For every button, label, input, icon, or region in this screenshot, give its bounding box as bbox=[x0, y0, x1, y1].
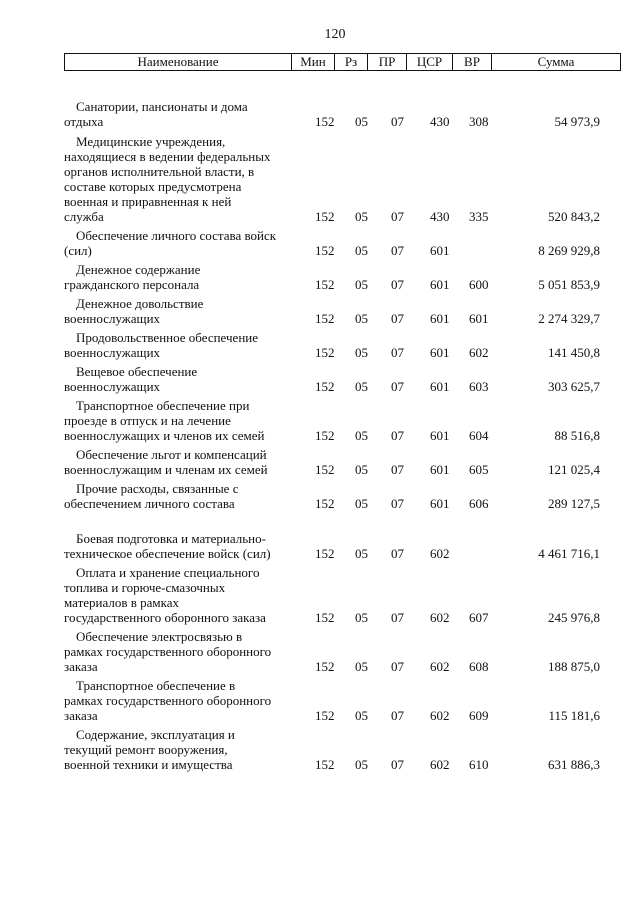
row-vr: 600 bbox=[469, 277, 489, 292]
row-rz: 05 bbox=[355, 345, 368, 360]
row-csr: 602 bbox=[430, 708, 450, 723]
row-pr: 07 bbox=[391, 345, 404, 360]
row-rz: 05 bbox=[355, 546, 368, 561]
table-row bbox=[0, 330, 640, 360]
row-min: 152 bbox=[315, 659, 335, 674]
row-rz: 05 bbox=[355, 277, 368, 292]
row-pr: 07 bbox=[391, 546, 404, 561]
row-sum: 8 269 929,8 bbox=[538, 243, 600, 258]
header-csr: ЦСР bbox=[406, 54, 452, 70]
row-rz: 05 bbox=[355, 462, 368, 477]
table-row bbox=[0, 262, 640, 292]
row-name: Денежное содержание гражданского персонала bbox=[64, 262, 201, 292]
row-csr: 601 bbox=[430, 379, 450, 394]
row-rz: 05 bbox=[355, 496, 368, 511]
header-min: Мин bbox=[291, 54, 334, 70]
row-name: Обеспечение электросвязью в рамках государственного оборонного заказа bbox=[64, 629, 272, 674]
row-csr: 430 bbox=[430, 209, 450, 224]
row-name: Медицинские учреждения, находящиеся в ведении федеральных органов исполнительной власти, в составе которых предусмотрена военная и приравненная к ней служба bbox=[64, 134, 271, 224]
row-pr: 07 bbox=[391, 610, 404, 625]
row-sum: 188 875,0 bbox=[548, 659, 600, 674]
row-sum: 303 625,7 bbox=[548, 379, 600, 394]
row-pr: 07 bbox=[391, 243, 404, 258]
row-vr: 603 bbox=[469, 379, 489, 394]
row-csr: 602 bbox=[430, 757, 450, 772]
row-pr: 07 bbox=[391, 311, 404, 326]
row-vr: 606 bbox=[469, 496, 489, 511]
row-rz: 05 bbox=[355, 757, 368, 772]
table-row bbox=[0, 228, 640, 258]
row-vr: 609 bbox=[469, 708, 489, 723]
row-rz: 05 bbox=[355, 659, 368, 674]
row-min: 152 bbox=[315, 311, 335, 326]
row-sum: 4 461 716,1 bbox=[538, 546, 600, 561]
row-csr: 601 bbox=[430, 277, 450, 292]
row-name: Прочие расходы, связанные с обеспечением личного состава bbox=[64, 481, 239, 511]
row-rz: 05 bbox=[355, 610, 368, 625]
row-min: 152 bbox=[315, 379, 335, 394]
row-name: Вещевое обеспечение военнослужащих bbox=[64, 364, 198, 394]
row-vr: 601 bbox=[469, 311, 489, 326]
row-min: 152 bbox=[315, 243, 335, 258]
table-row bbox=[0, 565, 640, 625]
row-rz: 05 bbox=[355, 243, 368, 258]
row-min: 152 bbox=[315, 345, 335, 360]
row-rz: 05 bbox=[355, 428, 368, 443]
row-min: 152 bbox=[315, 610, 335, 625]
row-name: Обеспечение личного состава войск (сил) bbox=[64, 228, 277, 258]
table-row bbox=[0, 447, 640, 477]
row-pr: 07 bbox=[391, 496, 404, 511]
row-vr: 602 bbox=[469, 345, 489, 360]
table-row bbox=[0, 727, 640, 772]
table-header bbox=[64, 53, 621, 71]
header-rz: Рз bbox=[334, 54, 367, 70]
header-pr: ПР bbox=[367, 54, 406, 70]
table-row bbox=[0, 678, 640, 723]
row-csr: 601 bbox=[430, 428, 450, 443]
table-row bbox=[0, 296, 640, 326]
row-pr: 07 bbox=[391, 462, 404, 477]
table-row bbox=[0, 481, 640, 511]
row-csr: 602 bbox=[430, 610, 450, 625]
row-pr: 07 bbox=[391, 114, 404, 129]
row-name: Денежное довольствие военнослужащих bbox=[64, 296, 204, 326]
row-csr: 601 bbox=[430, 345, 450, 360]
row-csr: 602 bbox=[430, 659, 450, 674]
row-csr: 601 bbox=[430, 462, 450, 477]
row-sum: 54 973,9 bbox=[554, 114, 600, 129]
header-sum: Сумма bbox=[491, 54, 620, 70]
row-vr: 608 bbox=[469, 659, 489, 674]
row-rz: 05 bbox=[355, 114, 368, 129]
row-sum: 631 886,3 bbox=[548, 757, 600, 772]
row-vr: 335 bbox=[469, 209, 489, 224]
row-rz: 05 bbox=[355, 311, 368, 326]
row-pr: 07 bbox=[391, 428, 404, 443]
row-csr: 601 bbox=[430, 243, 450, 258]
row-pr: 07 bbox=[391, 757, 404, 772]
row-name: Транспортное обеспечение в рамках государственного оборонного заказа bbox=[64, 678, 272, 723]
row-sum: 141 450,8 bbox=[548, 345, 600, 360]
row-sum: 115 181,6 bbox=[548, 708, 600, 723]
row-min: 152 bbox=[315, 757, 335, 772]
row-vr: 308 bbox=[469, 114, 489, 129]
row-name: Продовольственное обеспечение военнослужащих bbox=[64, 330, 258, 360]
row-rz: 05 bbox=[355, 209, 368, 224]
row-csr: 601 bbox=[430, 496, 450, 511]
table-row bbox=[0, 531, 640, 561]
row-csr: 601 bbox=[430, 311, 450, 326]
row-pr: 07 bbox=[391, 379, 404, 394]
row-csr: 430 bbox=[430, 114, 450, 129]
row-min: 152 bbox=[315, 496, 335, 511]
row-rz: 05 bbox=[355, 708, 368, 723]
row-sum: 289 127,5 bbox=[548, 496, 600, 511]
table-row bbox=[0, 398, 640, 443]
row-sum: 5 051 853,9 bbox=[538, 277, 600, 292]
row-pr: 07 bbox=[391, 659, 404, 674]
row-sum: 245 976,8 bbox=[548, 610, 600, 625]
row-sum: 2 274 329,7 bbox=[538, 311, 600, 326]
row-vr: 605 bbox=[469, 462, 489, 477]
row-name: Санатории, пансионаты и дома отдыха bbox=[64, 99, 248, 129]
row-min: 152 bbox=[315, 209, 335, 224]
row-min: 152 bbox=[315, 277, 335, 292]
row-sum: 121 025,4 bbox=[548, 462, 600, 477]
table-row bbox=[0, 629, 640, 674]
table-row bbox=[0, 99, 640, 129]
row-min: 152 bbox=[315, 428, 335, 443]
row-pr: 07 bbox=[391, 209, 404, 224]
header-name: Наименование bbox=[137, 54, 219, 69]
page-number: 120 bbox=[324, 27, 346, 42]
row-name: Боевая подготовка и материально- техническое обеспечение войск (сил) bbox=[64, 531, 271, 561]
row-rz: 05 bbox=[355, 379, 368, 394]
row-name: Оплата и хранение специального топлива и горюче-смазочных материалов в рамках государственного оборонного заказа bbox=[64, 565, 266, 625]
row-vr: 607 bbox=[469, 610, 489, 625]
row-name: Транспортное обеспечение при проезде в отпуск и на лечение военнослужащих и членов их семей bbox=[64, 398, 265, 443]
row-vr: 610 bbox=[469, 757, 489, 772]
header-vr: ВР bbox=[452, 54, 491, 70]
row-min: 152 bbox=[315, 546, 335, 561]
row-min: 152 bbox=[315, 708, 335, 723]
table-body bbox=[0, 95, 640, 772]
row-sum: 88 516,8 bbox=[554, 428, 600, 443]
row-min: 152 bbox=[315, 462, 335, 477]
row-vr: 604 bbox=[469, 428, 489, 443]
row-name: Содержание, эксплуатация и текущий ремонт вооружения, военной техники и имущества bbox=[64, 727, 235, 772]
table-row bbox=[0, 364, 640, 394]
row-pr: 07 bbox=[391, 277, 404, 292]
row-name: Обеспечение льгот и компенсаций военнослужащим и членам их семей bbox=[64, 447, 268, 477]
row-pr: 07 bbox=[391, 708, 404, 723]
row-min: 152 bbox=[315, 114, 335, 129]
row-sum: 520 843,2 bbox=[548, 209, 600, 224]
table-row bbox=[0, 134, 640, 224]
row-csr: 602 bbox=[430, 546, 450, 561]
